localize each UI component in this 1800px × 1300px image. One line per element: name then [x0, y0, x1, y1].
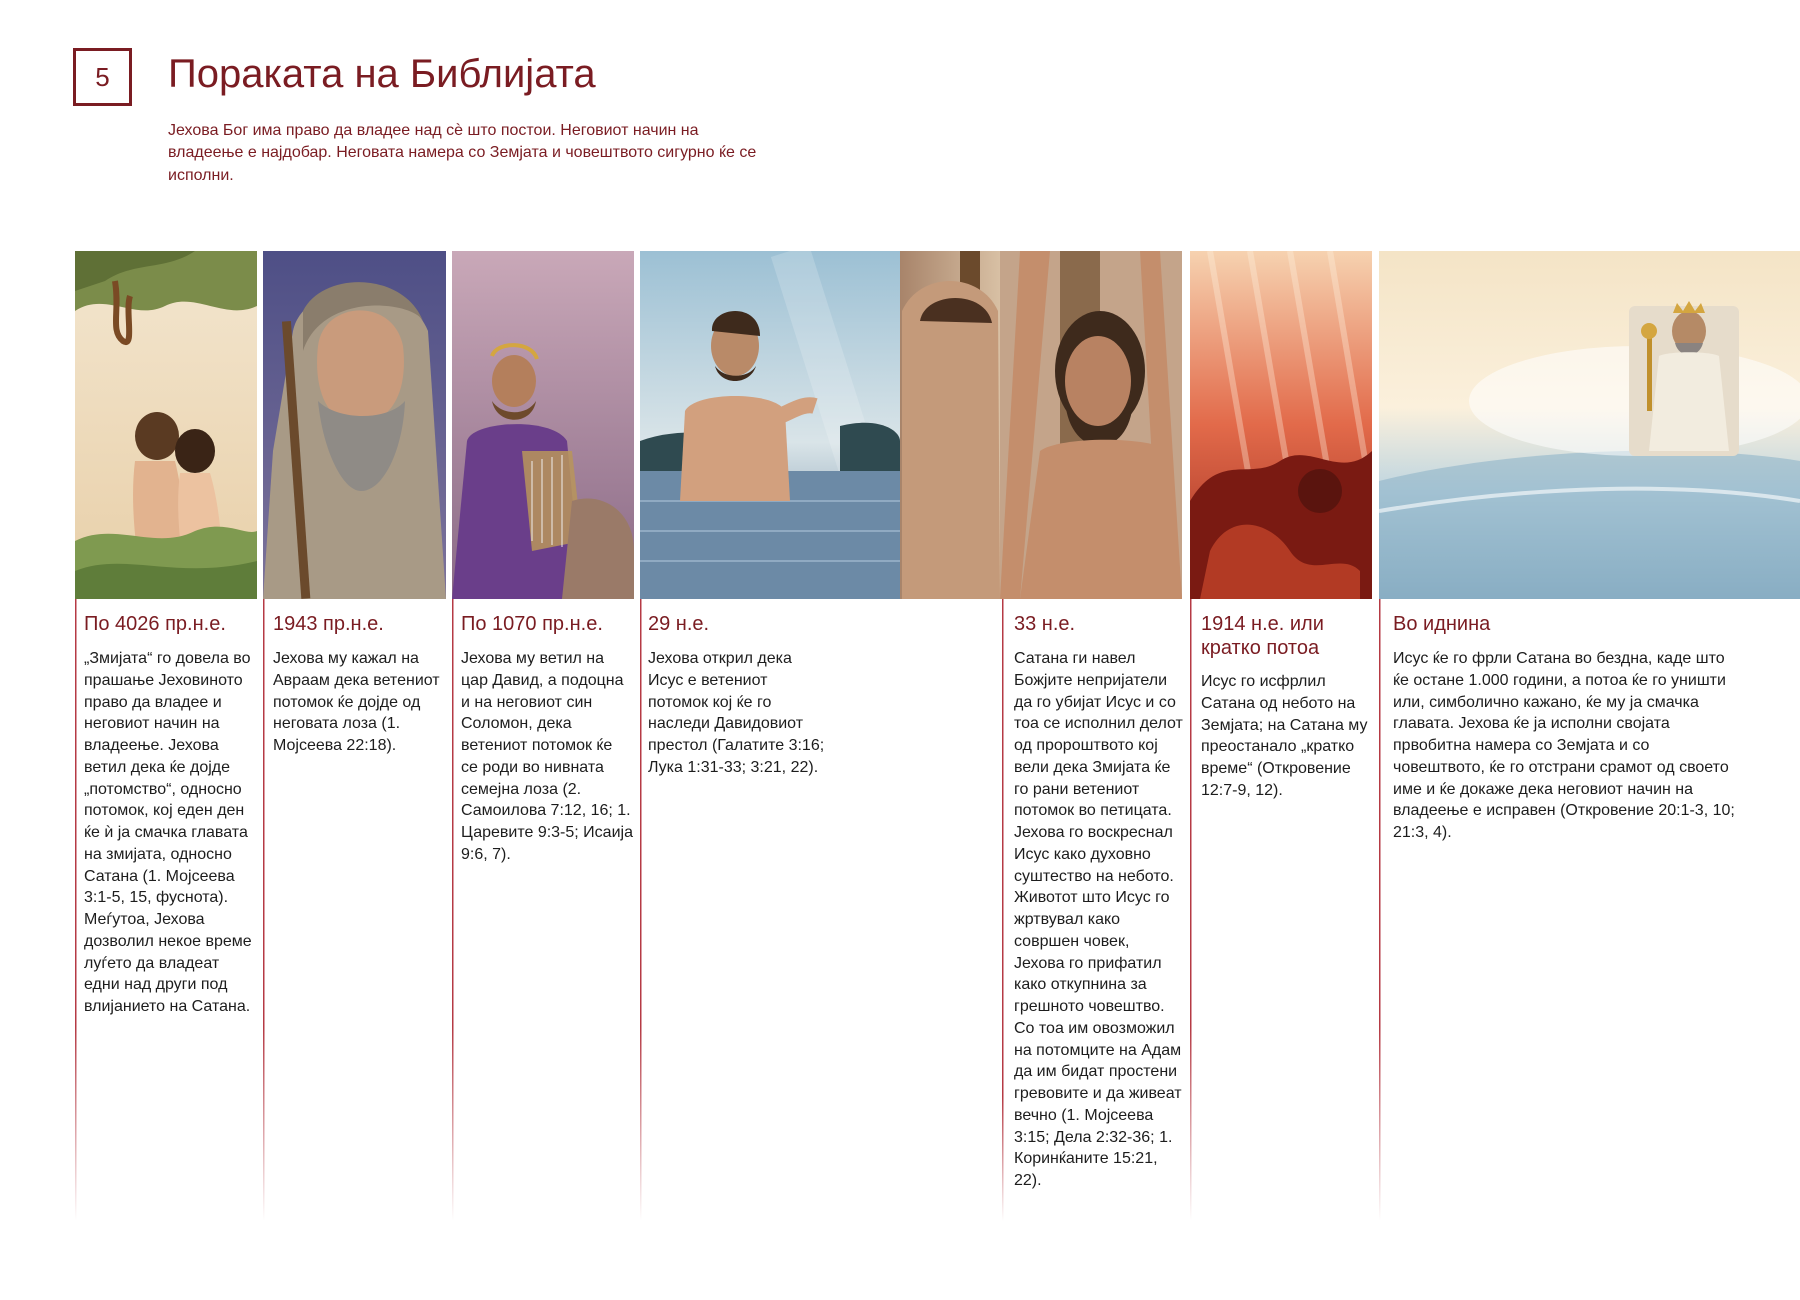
timeline-date-abraham: 1943 пр.н.е. [273, 613, 384, 635]
timeline-column-baptism [640, 251, 1000, 1221]
timeline-column-future [1379, 251, 1800, 1221]
timeline-column-death [1002, 251, 1184, 1221]
eden-illustration [75, 251, 257, 599]
kingdom-illustration [1379, 251, 1800, 599]
timeline-column-1914 [1190, 251, 1372, 1221]
timeline-text-death: Сатана ги навел Божјите непријатели да го убијат Исус и со тоа се исполнил делот од пророштвото кој вели дека Змијата ќе го рани ветениот потомок во петицата. Јехова го воскреснал Исус како духовно суштество на небото. Животот што Исус го жртвувал како совршен човек, Јехова го прифатил како откупнина за грешното човештво. Со тоа им овозможил на потомците на Адам да им бидат простени гревовите и да живеат вечно (1. Мојсеева 3:15; Дела 2:32-36; 1. Коринќаните 15:21, 22). [1014, 650, 1183, 1189]
timeline-date-future: Во иднина [1393, 613, 1491, 635]
page-title: Пораката на Библијата [168, 52, 596, 96]
timeline-date-david: По 1070 пр.н.е. [461, 613, 603, 635]
timeline-text-future: Исус ќе го фрли Сатана во бездна, каде што ќе остане 1.000 години, а потоа ќе го уништи или, симболично кажано, ќе му ја смачка главата. Јехова ќе ја исполни својата првобитна намера со Земјата и со човештвото, ќе го отстрани срамот од своето име и ќе докаже дека неговиот начин на владеење е исправен (Откровение 20:1-3, 10; 21:3, 4). [1393, 650, 1735, 841]
abraham-illustration [263, 251, 446, 599]
timeline-date-1914: 1914 н.е. или кратко потоа [1201, 613, 1324, 660]
stake-illustration [1000, 251, 1182, 599]
timeline-text-eden: „Змијата“ го довела во прашање Јеховиното право да владее и неговиот начин на владеење. Јехова ветил дека ќе дојде „потомство“, односно потомок, кој еден ден ќе ѝ ја смачка главата на змијата, односно Сатана (1. Мојсеева 3:1-5, 15, фуснота). Меѓутоа, Јехова дозволил некое време луѓето да владеат едни над други под влијанието на Сатана. [84, 650, 252, 1015]
timeline-date-eden: По 4026 пр.н.е. [84, 613, 226, 635]
intro-text: Јехова Бог има право да владее над сѐ што постои. Неговиот начин на владеење е најдобар. Неговата намера со Земјата и човештвото сигурно ќе се исполни. [168, 122, 757, 184]
timeline-text-1914: Исус го исфрлил Сатана од небото на Земјата; на Сатана му преостанало „кратко време“ (Откровение 12:7-9, 12). [1201, 673, 1368, 799]
timeline-date-death: 33 н.е. [1014, 613, 1076, 635]
david-illustration [452, 251, 634, 599]
timeline-text-baptism: Јехова открил дека Исус е ветениот потомок кој ќе го наследи Давидовиот престол (Галатите 3:16; Лука 1:31-33; 3:21, 22). [648, 650, 825, 776]
timeline-column-abraham [263, 251, 446, 1221]
timeline-column-eden [75, 251, 257, 1221]
timeline-text-david: Јехова му ветил на цар Давид, а подоцна и на неговиот син Соломон, дека ветениот потомок ќе се роди во нивната семејна лоза (2. Самоилова 7:12, 16; 1. Царевите 9:3-5; Исаија 9:6, 7). [461, 650, 633, 863]
timeline-text-abraham: Јехова му кажал на Авраам дека ветениот потомок ќе дојде од неговата лоза (1. Мојсеева 22:18). [273, 650, 440, 754]
timeline-column-david [452, 251, 634, 1221]
timeline-date-baptism: 29 н.е. [648, 613, 710, 635]
lesson-number: 5 [95, 61, 110, 92]
baptism-illustration [640, 251, 1000, 599]
heaven-war-illustration [1190, 251, 1372, 599]
